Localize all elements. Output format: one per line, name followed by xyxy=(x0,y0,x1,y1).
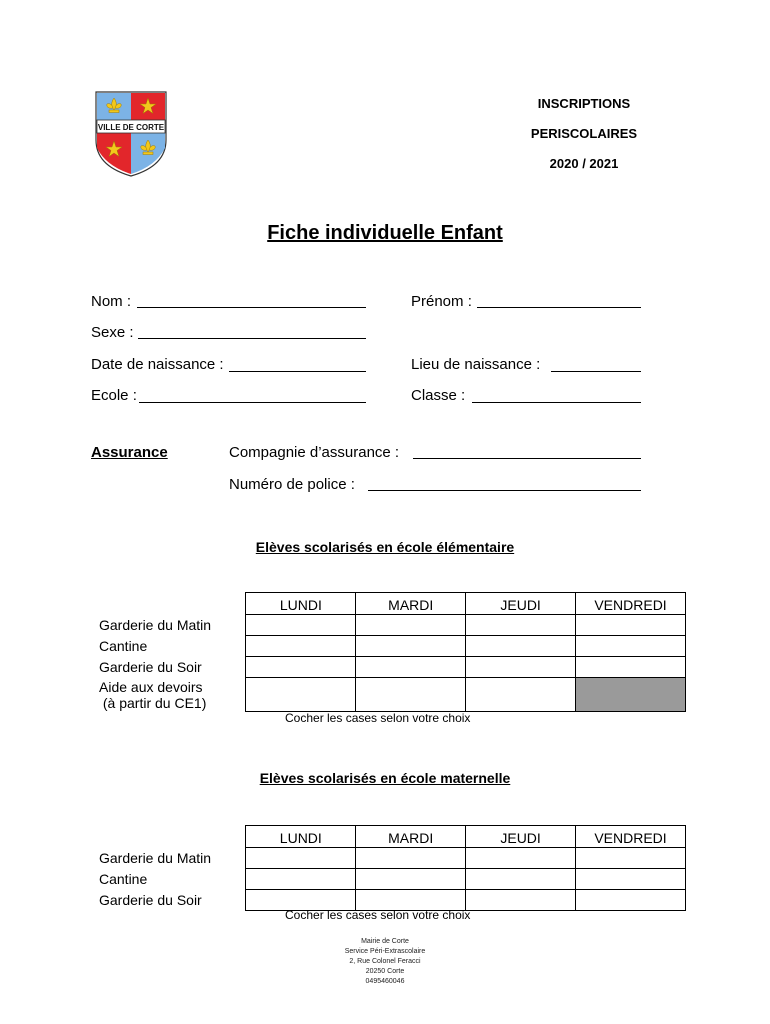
checkbox-cell[interactable] xyxy=(576,869,686,890)
row-label-cantine: Cantine xyxy=(99,638,148,654)
checkbox-cell[interactable] xyxy=(466,890,576,911)
classe-label: Classe : xyxy=(411,387,466,404)
maternelle-title: Elèves scolarisés en école maternelle xyxy=(259,770,511,786)
elementaire-table xyxy=(91,592,686,712)
maternelle-note: Cocher les cases selon votre choix xyxy=(285,908,471,922)
elementaire-title: Elèves scolarisés en école élémentaire xyxy=(255,539,515,555)
checkbox-cell[interactable] xyxy=(576,636,686,657)
checkbox-cell[interactable] xyxy=(246,678,356,712)
header-inscriptions: INSCRIPTIONS xyxy=(537,96,631,111)
row-label-garderie-matin: Garderie du Matin xyxy=(99,850,212,866)
checkbox-cell[interactable] xyxy=(576,848,686,869)
date-naissance-label: Date de naissance : xyxy=(91,356,224,373)
checkbox-cell[interactable] xyxy=(246,636,356,657)
checkbox-cell[interactable] xyxy=(466,678,576,712)
checkbox-cell[interactable] xyxy=(576,657,686,678)
day-header: VENDREDI xyxy=(576,826,686,848)
header-school-year: 2020 / 2021 xyxy=(549,156,619,171)
empty-corner xyxy=(91,826,246,848)
lieu-naissance-label: Lieu de naissance : xyxy=(411,356,541,373)
sexe-field[interactable] xyxy=(138,338,366,339)
footer-line: 2, Rue Colonel Feracci xyxy=(349,958,421,965)
day-header: JEUDI xyxy=(466,593,576,615)
checkbox-cell[interactable] xyxy=(466,615,576,636)
lieu-naissance-field[interactable] xyxy=(551,371,641,372)
empty-corner xyxy=(91,593,246,615)
compagnie-label: Compagnie d’assurance : xyxy=(229,444,400,461)
footer-line: Mairie de Corte xyxy=(361,938,409,945)
footer-line: Service Péri-Extrascolaire xyxy=(344,948,426,955)
checkbox-cell[interactable] xyxy=(576,615,686,636)
day-header: MARDI xyxy=(356,593,466,615)
row-label-cantine: Cantine xyxy=(99,871,148,887)
logo-banner-text: VILLE DE CORTE xyxy=(97,123,165,132)
aide-line1: Aide aux devoirs xyxy=(99,678,203,695)
row-label-aide-devoirs xyxy=(91,678,246,712)
day-header: LUNDI xyxy=(246,826,356,848)
classe-field[interactable] xyxy=(472,402,641,403)
footer-line: 0495460046 xyxy=(365,978,405,985)
nom-label: Nom : xyxy=(91,293,132,310)
row-label-garderie-matin: Garderie du Matin xyxy=(99,617,212,633)
disabled-cell xyxy=(576,678,686,712)
checkbox-cell[interactable] xyxy=(466,636,576,657)
checkbox-cell[interactable] xyxy=(246,615,356,636)
prenom-field[interactable] xyxy=(477,307,641,308)
nom-field[interactable] xyxy=(137,307,366,308)
day-header: MARDI xyxy=(356,826,466,848)
elementaire-note: Cocher les cases selon votre choix xyxy=(285,711,471,725)
checkbox-cell[interactable] xyxy=(466,657,576,678)
row-label-garderie-soir: Garderie du Soir xyxy=(99,659,202,675)
page-title: Fiche individuelle Enfant xyxy=(267,222,503,244)
police-field[interactable] xyxy=(368,490,641,491)
compagnie-field[interactable] xyxy=(413,458,641,459)
date-naissance-field[interactable] xyxy=(229,371,366,372)
footer-line: 20250 Corte xyxy=(365,968,405,975)
sexe-label: Sexe : xyxy=(91,324,134,341)
ecole-label: Ecole : xyxy=(91,387,137,404)
checkbox-cell[interactable] xyxy=(576,890,686,911)
prenom-label: Prénom : xyxy=(411,293,472,310)
ville-de-corte-coat-of-arms xyxy=(94,90,168,178)
checkbox-cell[interactable] xyxy=(246,657,356,678)
checkbox-cell[interactable] xyxy=(356,615,466,636)
day-header: LUNDI xyxy=(246,593,356,615)
aide-line2: (à partir du CE1) xyxy=(99,694,207,711)
checkbox-cell[interactable] xyxy=(356,869,466,890)
footer-address xyxy=(0,937,770,987)
checkbox-cell[interactable] xyxy=(356,657,466,678)
checkbox-cell[interactable] xyxy=(356,678,466,712)
ecole-field[interactable] xyxy=(139,402,366,403)
checkbox-cell[interactable] xyxy=(466,848,576,869)
header-periscolaires: PERISCOLAIRES xyxy=(530,126,638,141)
day-header: JEUDI xyxy=(466,826,576,848)
maternelle-table xyxy=(91,825,686,911)
police-label: Numéro de police : xyxy=(229,476,355,493)
assurance-heading: Assurance xyxy=(91,444,168,461)
checkbox-cell[interactable] xyxy=(356,636,466,657)
row-label-garderie-soir: Garderie du Soir xyxy=(99,892,202,908)
checkbox-cell[interactable] xyxy=(356,848,466,869)
checkbox-cell[interactable] xyxy=(246,848,356,869)
day-header: VENDREDI xyxy=(576,593,686,615)
checkbox-cell[interactable] xyxy=(246,869,356,890)
checkbox-cell[interactable] xyxy=(466,869,576,890)
